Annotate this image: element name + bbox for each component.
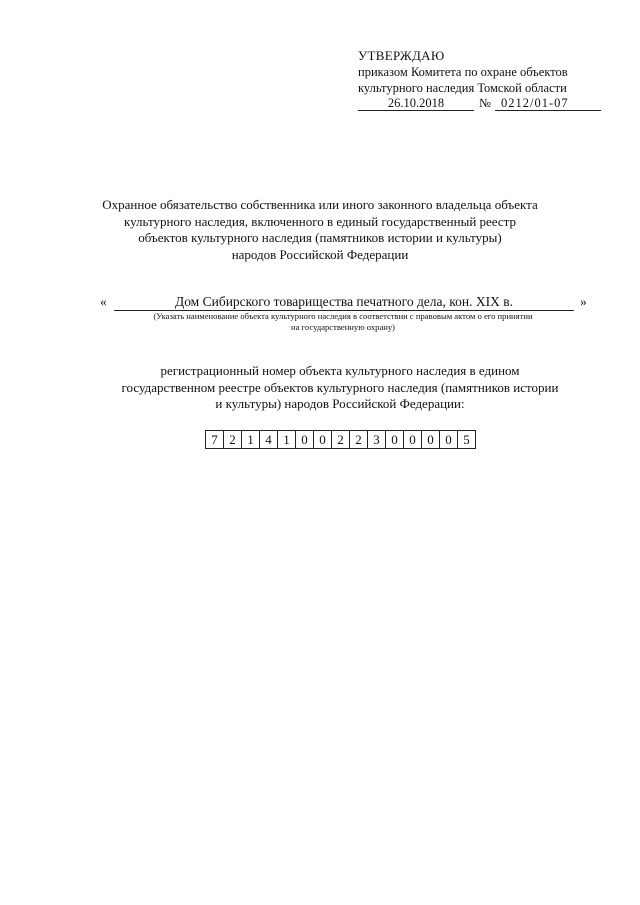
approval-date-number-line xyxy=(358,96,598,112)
registration-digit-cell: 1 xyxy=(278,431,296,448)
title-line: культурного наследия, включенного в единый государственный реестр xyxy=(123,213,517,229)
approval-block xyxy=(358,48,598,112)
registration-digit-cell: 2 xyxy=(224,431,242,448)
registration-digit-cell: 0 xyxy=(386,431,404,448)
number-sign: № xyxy=(479,96,491,110)
registration-digit-cell: 5 xyxy=(463,432,470,447)
registration-digit-cell: 0 xyxy=(404,431,422,448)
document-title xyxy=(60,197,580,263)
registration-number-grid xyxy=(205,430,476,449)
title-line: объектов культурного наследия (памятников истории и культуры) xyxy=(138,230,502,245)
registration-digit-cell: 2 xyxy=(332,431,350,448)
registration-digit-cell: 1 xyxy=(242,431,260,448)
approval-order-line: приказом Комитета по охране объектов xyxy=(358,65,568,79)
registration-digit-cell: 0 xyxy=(314,431,332,448)
registration-digit-cell: 2 xyxy=(350,431,368,448)
registration-digit-cell: 4 xyxy=(260,431,278,448)
registration-caption-line: государственном реестре объектов культурного наследия (памятников истории xyxy=(121,379,559,395)
opening-quote: « xyxy=(100,294,107,309)
registration-digit-cell: 0 xyxy=(440,431,458,448)
closing-quote: » xyxy=(580,294,587,309)
registration-caption-line: регистрационный номер объекта культурного наследия в едином xyxy=(160,363,520,378)
registration-caption xyxy=(80,363,600,413)
title-line: Охранное обязательство собственника или иного законного владельца объекта xyxy=(102,197,538,212)
title-line: народов Российской Федерации xyxy=(231,246,409,262)
registration-digit-cell: 3 xyxy=(368,431,386,448)
registration-caption-line: и культуры) народов Российской Федерации: xyxy=(215,396,465,411)
approval-order-number: 0212/01-07 xyxy=(495,96,601,111)
registration-digit-cell: 0 xyxy=(296,431,314,448)
hint-line: (Указать наименование объекта культурного наследия в соответствии с правовым актом о его принятии xyxy=(153,311,533,321)
registration-digit-cell: 7 xyxy=(206,431,224,448)
approval-heading: УТВЕРЖДАЮ xyxy=(358,48,445,63)
object-name-hint xyxy=(80,311,606,333)
object-name-field: Дом Сибирского товарищества печатного дела, кон. XIX в. xyxy=(114,293,574,311)
hint-line: на государственную охрану) xyxy=(290,322,396,332)
object-name-row xyxy=(96,293,596,311)
registration-digit-cell: 0 xyxy=(422,431,440,448)
approval-date: 26.10.2018 xyxy=(358,96,474,111)
approval-committee-line: культурного наследия Томской области xyxy=(358,81,567,95)
